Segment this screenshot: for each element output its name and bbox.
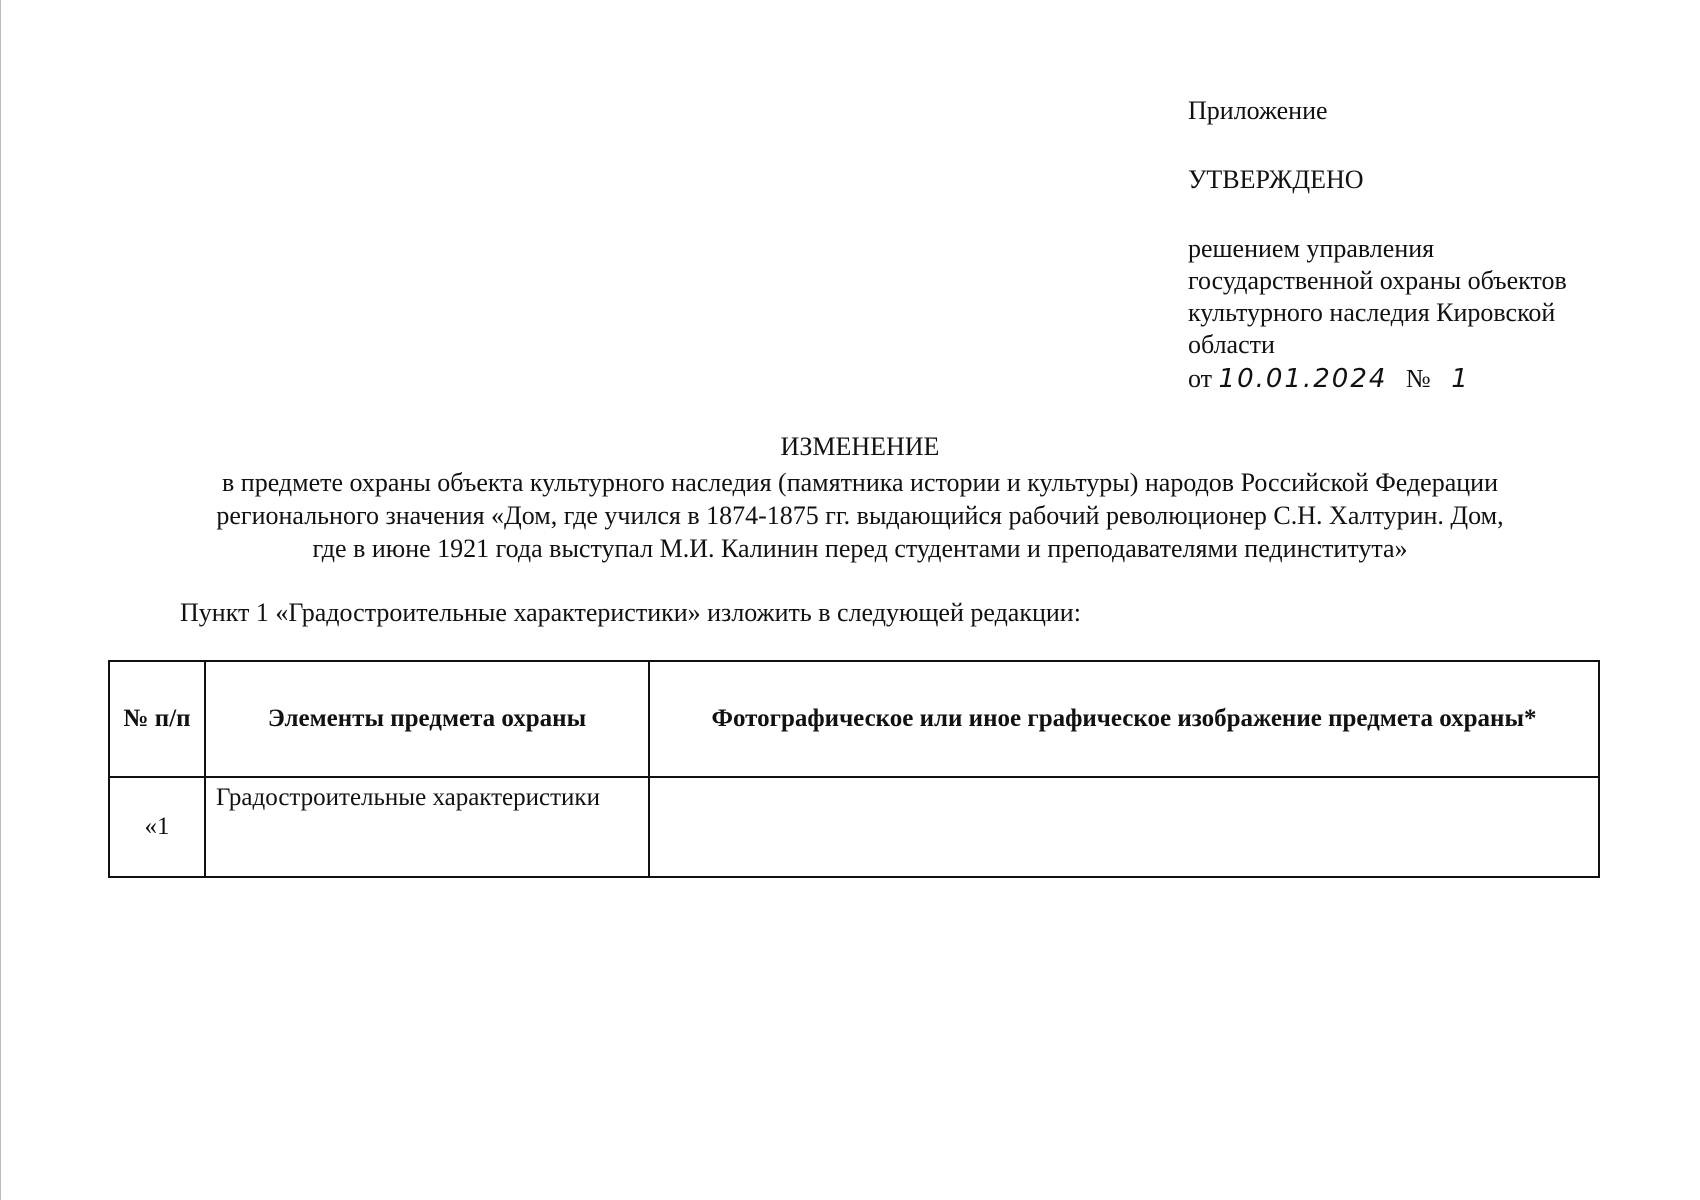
decision-line: решением управления	[1188, 234, 1435, 263]
decision-date-line	[1188, 363, 1470, 395]
table-row	[109, 777, 1599, 877]
subtitle-line: где в июне 1921 года выступал М.И. Калинин перед студентами и преподавателями пединститута»	[312, 534, 1408, 563]
protection-table	[108, 660, 1600, 878]
decision-line: культурного наследия Кировской	[1188, 298, 1556, 327]
document-title: ИЗМЕНЕНИЕ	[780, 432, 940, 461]
table-header-row	[109, 661, 1599, 777]
instruction-text: Пункт 1 «Градостроительные характеристики» изложить в следующей редакции:	[180, 598, 1081, 627]
approved-label: УТВЕРЖДЕНО	[1188, 165, 1364, 194]
appendix-label: Приложение	[1188, 96, 1328, 125]
handwritten-date: 10.01.2024	[1218, 364, 1388, 394]
number-sign: №	[1405, 364, 1431, 393]
decision-line: государственной охраны объектов	[1188, 266, 1567, 295]
subtitle-line: регионального значения «Дом, где учился в 1874-1875 гг. выдающийся рабочий революционер С.Н. Халтурин. Дом,	[216, 501, 1504, 530]
handwritten-number: 1	[1451, 364, 1470, 394]
header-elements: Элементы предмета охраны	[205, 661, 649, 777]
row-element: Градостроительные характеристики	[205, 777, 649, 877]
row-image	[649, 777, 1599, 877]
page-edge	[0, 0, 1, 1200]
header-image: Фотографическое или иное графическое изображение предмета охраны*	[649, 661, 1599, 777]
decision-line: области	[1188, 330, 1275, 359]
date-prefix: от	[1188, 364, 1213, 393]
subtitle-line: в предмете охраны объекта культурного наследия (памятника истории и культуры) народов Российской Федерации	[222, 468, 1498, 497]
row-number: «1	[109, 777, 205, 877]
header-number: № п/п	[109, 661, 205, 777]
